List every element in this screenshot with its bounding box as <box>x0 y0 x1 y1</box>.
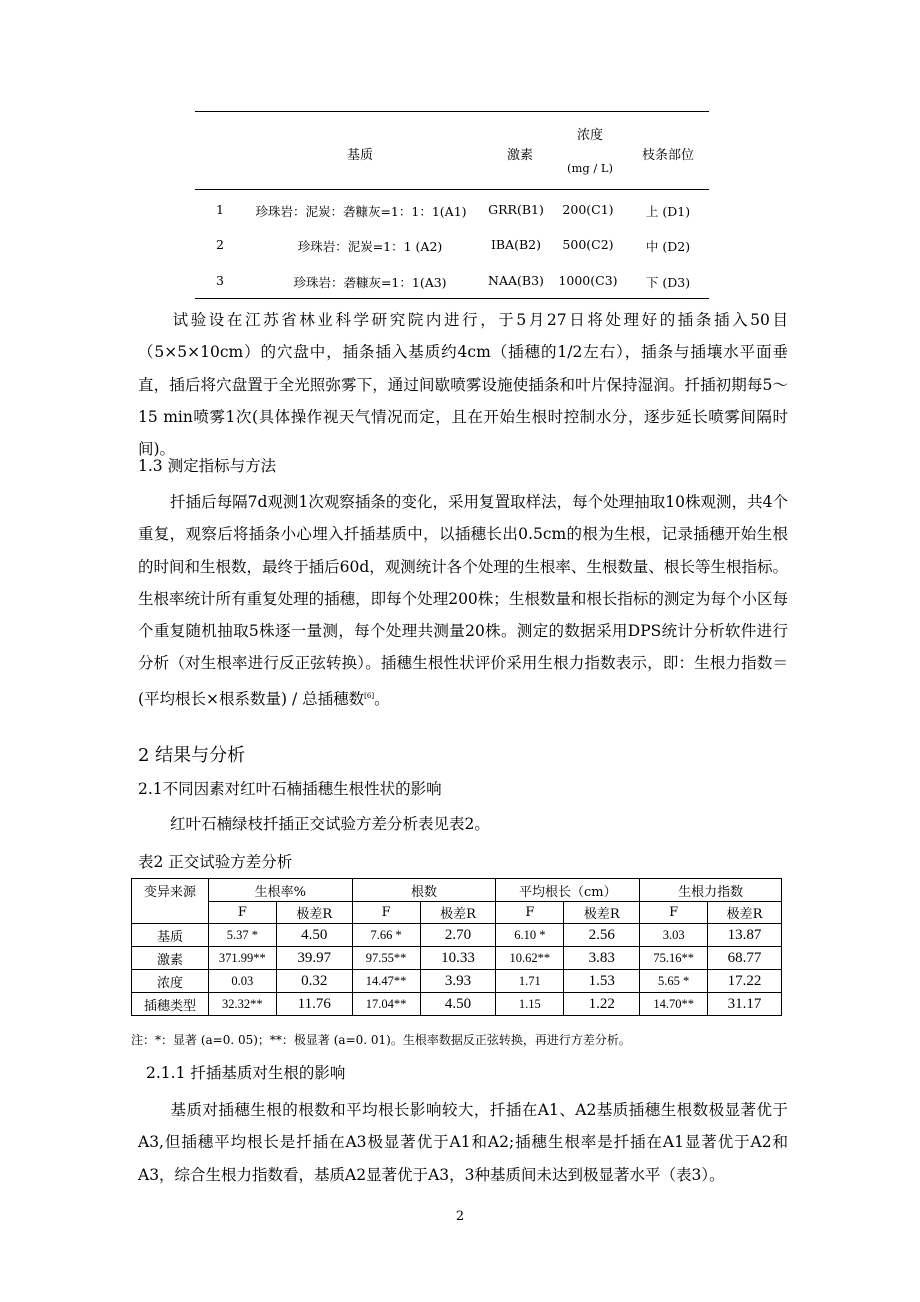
subheader-r: 极差R <box>420 902 496 924</box>
subheader-r: 极差R <box>276 902 352 924</box>
table1-top-rule <box>195 111 709 112</box>
header-source: 变异来源 <box>132 879 209 902</box>
row-label: 激素 <box>132 947 209 970</box>
table1-row-conc: 200(C1) <box>562 202 614 217</box>
cell-f: 14.47** <box>352 970 420 993</box>
subheader-f: F <box>640 902 708 924</box>
header-rooting-index: 生根力指数 <box>640 879 782 902</box>
cell-f: 17.04** <box>352 993 420 1016</box>
cell-r: 31.17 <box>708 993 782 1016</box>
cell-r: 39.97 <box>276 947 352 970</box>
cell-r: 17.22 <box>708 970 782 993</box>
table1-row-hormone: GRR(B1) <box>488 202 544 217</box>
cell-r: 2.70 <box>420 924 496 947</box>
cell-r: 68.77 <box>708 947 782 970</box>
heading-2-1-1: 2.1.1 扦插基质对生根的影响 <box>146 1064 346 1082</box>
page-number: 2 <box>455 1209 465 1224</box>
paragraph-experiment-setup: 试验设在江苏省林业科学研究院内进行，于5月27日将处理好的插条插入50目（5×5×10cm）的穴盘中，插条插入基质约4cm（插穗的1/2左右），插条与插壤水平面垂直，插后将穴盘置于全光照弥雾下，通过间歇喷雾设施使插条和叶片保持湿润。扦插初期每5～15 min喷雾1次(具体操作视天气情况而定，且在开始生根时控制水分，逐步延长喷雾间隔时间)。 <box>138 311 788 459</box>
subheader-f: F <box>496 902 564 924</box>
cell-r: 2.56 <box>564 924 640 947</box>
cell-f: 3.03 <box>640 924 708 947</box>
heading-2: 2 结果与分析 <box>138 745 246 766</box>
table-row <box>132 970 782 993</box>
header-source-blank <box>132 902 209 924</box>
table1-header-branch-part: 枝条部位 <box>641 148 694 163</box>
table1-row-hormone: NAA(B3) <box>488 273 544 288</box>
table1-row-part: 中 (D2) <box>645 239 691 254</box>
table1-row-substrate: 珍珠岩：泥炭：砻糠灰=1：1：1(A1) <box>255 204 467 219</box>
citation-ref[interactable]: [6] <box>364 691 375 700</box>
cell-f: 0.03 <box>208 970 276 993</box>
table1-row-num: 2 <box>216 237 224 252</box>
cell-r: 4.50 <box>420 993 496 1016</box>
table1-row-conc: 500(C2) <box>562 237 614 252</box>
header-root-length: 平均根长（cm） <box>496 879 640 902</box>
cell-r: 11.76 <box>276 993 352 1016</box>
table1-header-hormone: 激素 <box>506 148 533 163</box>
cell-f: 7.66 * <box>352 924 420 947</box>
cell-f: 14.70** <box>640 993 708 1016</box>
table-row <box>132 924 782 947</box>
table1-row-part: 上 (D1) <box>645 204 691 219</box>
cell-f: 75.16** <box>640 947 708 970</box>
cell-f: 97.55** <box>352 947 420 970</box>
cell-f: 1.71 <box>496 970 564 993</box>
cell-r: 3.83 <box>564 947 640 970</box>
subheader-r: 极差R <box>564 902 640 924</box>
paragraph-table2-intro: 红叶石楠绿枝扦插正交试验方差分析表见表2。 <box>170 815 490 833</box>
cell-r: 4.50 <box>276 924 352 947</box>
table1-row-part: 下 (D3) <box>645 275 691 290</box>
table1-header-rule <box>195 189 709 190</box>
table-row <box>132 993 782 1016</box>
cell-f: 5.37 * <box>208 924 276 947</box>
heading-1-3: 1.3 测定指标与方法 <box>138 457 277 475</box>
subheader-r: 极差R <box>708 902 782 924</box>
table1-header-concentration-unit: (mg / L) <box>566 161 614 175</box>
table1-header-substrate: 基质 <box>346 148 373 163</box>
cell-f: 10.62** <box>496 947 564 970</box>
header-root-number: 根数 <box>352 879 496 902</box>
cell-f: 5.65 * <box>640 970 708 993</box>
subheader-f: F <box>352 902 420 924</box>
cell-f: 371.99** <box>208 947 276 970</box>
cell-r: 13.87 <box>708 924 782 947</box>
cell-r: 0.32 <box>276 970 352 993</box>
cell-f: 1.15 <box>496 993 564 1016</box>
table1-row-substrate: 珍珠岩：砻糠灰=1：1(A3) <box>293 275 447 290</box>
table2-note: 注：*：显著 (a=0. 05)；**：极显著 (a=0. 01)。生根率数据反正弦转换，再进行方差分析。 <box>131 1033 631 1047</box>
cell-f: 32.32** <box>208 993 276 1016</box>
row-label: 插穗类型 <box>132 993 209 1016</box>
paragraph-measurement-methods: 扦插后每隔7d观测1次观察插条的变化，采用复置取样法，每个处理抽取10株观测，共4个重复，观察后将插条小心埋入扦插基质中，以插穗长出0.5cm的根为生根，记录插穗开始生根的时间和生根数，最终于插后60d，观测统计各个处理的生根率、生根数量、根长等生根指标。生根率统计所有重复处理的插穗，即每个处理200株；生根数量和根长指标的测定为每个小区每个重复随机抽取5株逐一量测，每个处理共测量20株。测定的数据采用DPS统计分析软件进行分析（对生根率进行反正弦转换）。插穗生根性状评价采用生根力指数表示，即：生根力指数＝(平均根长×根系数量) / 总插穗数[6]。 <box>138 493 788 708</box>
heading-2-1: 2.1不同因素对红叶石楠插穗生根性状的影响 <box>138 780 442 798</box>
row-label: 浓度 <box>132 970 209 993</box>
table1-row-num: 1 <box>216 202 224 217</box>
table2-caption: 表2 正交试验方差分析 <box>138 853 293 871</box>
cell-r: 10.33 <box>420 947 496 970</box>
table1-row-hormone: IBA(B2) <box>490 237 542 252</box>
cell-r: 1.22 <box>564 993 640 1016</box>
header-rooting-rate: 生根率% <box>208 879 352 902</box>
table1-row-conc: 1000(C3) <box>558 273 618 288</box>
row-label: 基质 <box>132 924 209 947</box>
table1-header-concentration: 浓度 <box>576 128 603 143</box>
cell-f: 6.10 * <box>496 924 564 947</box>
subheader-f: F <box>208 902 276 924</box>
paragraph-substrate-effect: 基质对插穗生根的根数和平均根长影响较大，扦插在A1、A2基质插穗生根数极显著优于A3,但插穗平均根长是扦插在A3极显著优于A1和A2;插穗生根率是扦插在A1显著优于A2和A3，综合生根力指数看，基质A2显著优于A3，3种基质间未达到极显著水平（表3）。 <box>138 1101 788 1184</box>
table1-row-substrate: 珍珠岩：泥炭=1：1 (A2) <box>297 239 443 254</box>
cell-r: 3.93 <box>420 970 496 993</box>
table-row <box>132 947 782 970</box>
cell-r: 1.53 <box>564 970 640 993</box>
anova-table <box>131 878 782 1016</box>
table1-bottom-rule <box>195 298 709 299</box>
table1-row-num: 3 <box>216 273 224 288</box>
